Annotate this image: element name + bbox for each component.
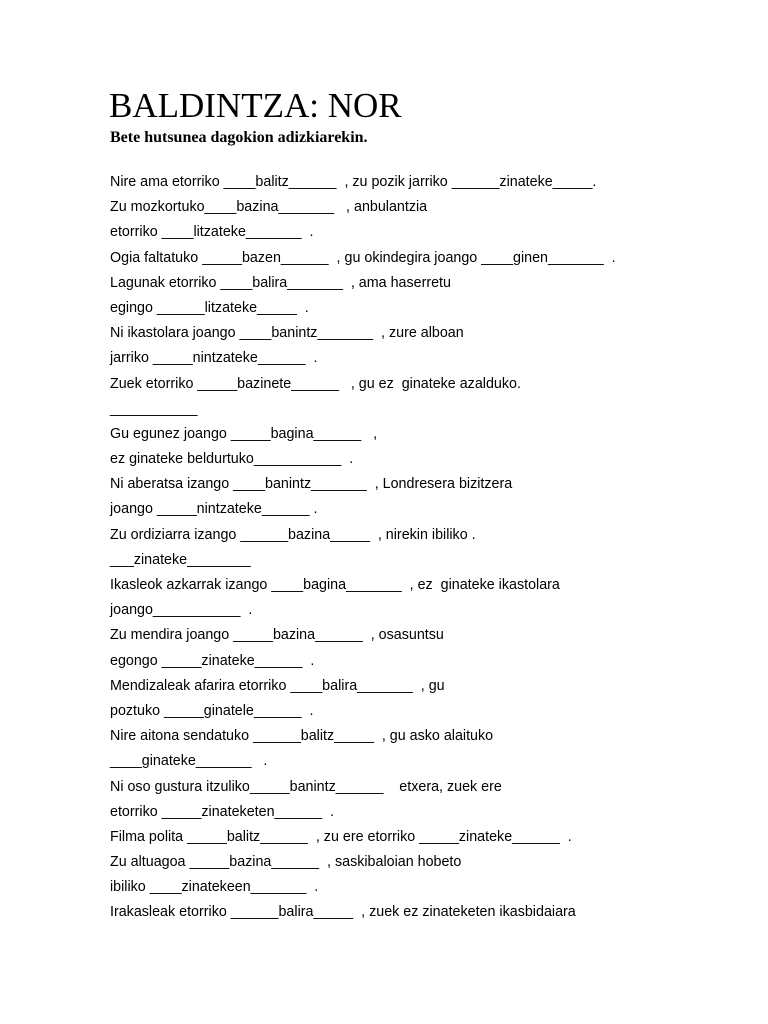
exercise-line: joango___________ . bbox=[110, 602, 253, 619]
exercise-line: ___zinateke________ bbox=[110, 551, 251, 568]
exercise-line: Lagunak etorriko ____balira_______ , ama haserretu bbox=[110, 274, 451, 291]
exercise-line: egingo ______litzateke_____ . bbox=[110, 299, 309, 316]
exercise-line: Nire aitona sendatuko ______balitz_____ , gu asko alaituko bbox=[110, 728, 494, 745]
exercise-line: Nire ama etorriko ____balitz______ , zu pozik jarriko ______zinateke_____. bbox=[110, 174, 597, 190]
exercise-line: Filma polita _____balitz______ , zu ere etorriko _____zinateke______ . bbox=[110, 828, 572, 845]
exercise-line: Ni ikastolara joango ____banintz_______ , zure alboan bbox=[110, 325, 464, 342]
exercise-line: jarriko _____nintzateke______ . bbox=[110, 350, 318, 367]
exercise-line: etorriko ____litzateke_______ . bbox=[110, 224, 314, 241]
exercise-list bbox=[110, 171, 750, 927]
exercise-line: egongo _____zinateke______ . bbox=[110, 652, 315, 669]
exercise-line: Zuek etorriko _____bazinete______ , gu ez ginateke azalduko. bbox=[110, 375, 521, 392]
page-title: BALDINTZA: NOR bbox=[109, 86, 402, 125]
exercise-line: Irakasleak etorriko ______balira_____ , zuek ez zinateketen ikasbidaiara bbox=[110, 904, 576, 921]
exercise-line: Gu egunez joango _____bagina______ , bbox=[110, 425, 378, 442]
exercise-line: Mendizaleak afarira etorriko ____balira_______ , gu bbox=[110, 677, 445, 694]
exercise-line: poztuko _____ginatele______ . bbox=[110, 702, 314, 719]
exercise-line: Ikasleok azkarrak izango ____bagina_______ , ez ginateke ikastolara bbox=[110, 577, 560, 593]
exercise-line: Zu mendira joango _____bazina______ , osasuntsu bbox=[110, 627, 444, 644]
exercise-line: joango _____nintzateke______ . bbox=[110, 501, 318, 518]
exercise-line: Ogia faltatuko _____bazen______ , gu okindegira joango ____ginen_______ . bbox=[110, 249, 616, 266]
exercise-line: etorriko _____zinateketen______ . bbox=[110, 803, 335, 820]
exercise-line: Zu altuagoa _____bazina______ , saskibaloian hobeto bbox=[110, 854, 462, 871]
exercise-line: Zu ordiziarra izango ______bazina_____ , nirekin ibiliko . bbox=[110, 526, 476, 543]
exercise-line: ____ginateke_______ . bbox=[110, 753, 268, 770]
exercise-line: ez ginateke beldurtuko___________ . bbox=[110, 451, 354, 468]
exercise-line: Zu mozkortuko____bazina_______ , anbulantzia bbox=[110, 199, 428, 216]
instruction-text: Bete hutsunea dagokion adizkiarekin. bbox=[110, 129, 368, 146]
exercise-line: Ni oso gustura itzuliko_____banintz______ etxera, zuek ere bbox=[110, 778, 502, 795]
exercise-line: Ni aberatsa izango ____banintz_______ , Londresera bizitzera bbox=[110, 476, 513, 493]
exercise-line: ___________ bbox=[110, 400, 198, 417]
exercise-line: ibiliko ____zinatekeen_______ . bbox=[110, 879, 319, 896]
